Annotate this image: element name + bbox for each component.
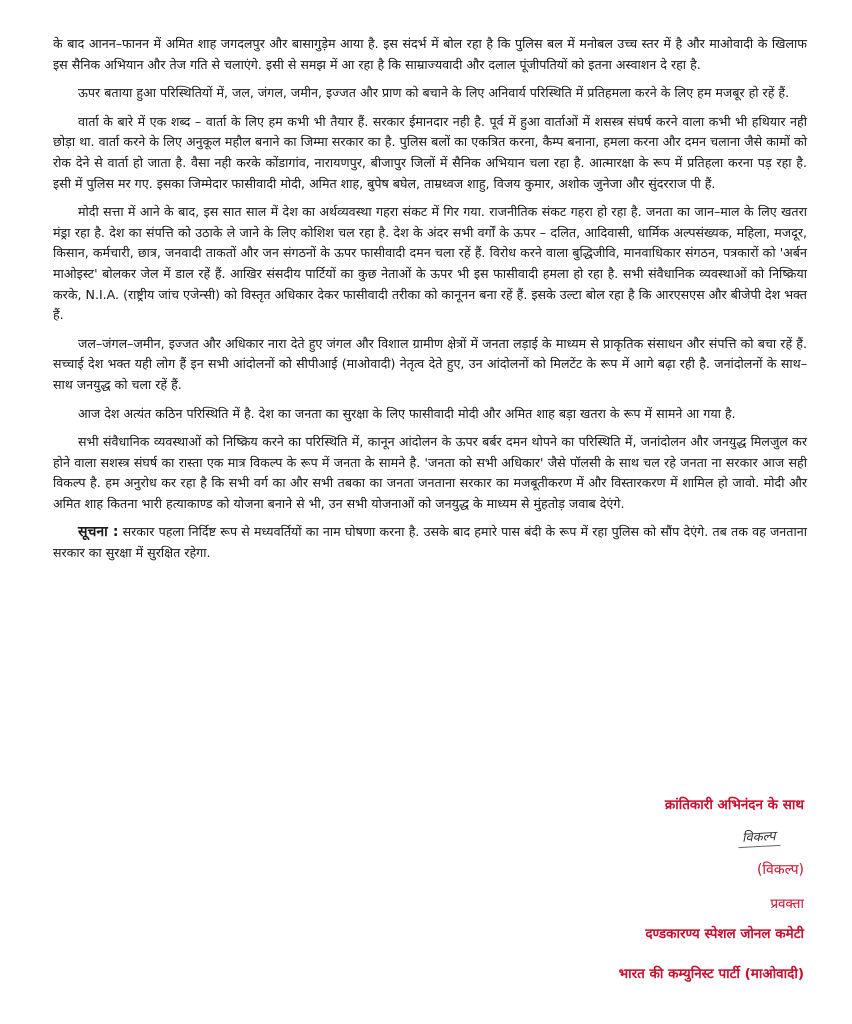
paragraph-7: सभी संवैधानिक व्यवस्थाओं को निष्क्रिय करने का परिस्थिति में, कानून आंदोलन के ऊपर बर्बर दमन थोपने का परिस्थिति में, जनांदोलन और जनयुद्ध मिलजुल कर होने वाला सशस्त्र संघर्ष का रास्ता एक मात्र विकल्प के रूप में जनता के सामने है. 'जनता को सभी अधिकार' जैसे पॉलसी के साथ चल रहे जनता ना सरकार आज सही विकल्प है. हम अनुरोध कर रहा है कि सभी वर्ग का और सभी तबका का जनता जनताना सरकार का मजबूतीकरण में और विस्तारकरण में शामिल हो जावो. मोदी और अमित शाह कितना भारी हत्याकाण्ड को योजना बनाने से भी, उन सभी योजनाओं को जनयुद्ध के माध्यम से मुंहतोड़ जवाब देएंगे. [53,434,807,511]
notice-text: सरकार पहला निर्दिष्ट रूप से मध्यवर्तियों का नाम घोषणा करना है. उसके बाद हमारे पास बंदी के रूप में रहा पुलिस को सौंप देएंगे. तब तक वह जनताना सरकार का सुरक्षा में सुरक्षित रहेगा. [53,524,807,561]
party-name: भारत की कम्युनिस्ट पार्टी (माओवादी) [618,966,804,982]
paragraph-3: वार्ता के बारे में एक शब्द – वार्ता के लिए हम कभी भी तैयार हैं. सरकार ईमानदार नही है. पूर्व में हुआ वार्ताओं में शसस्त्र संघर्ष करने वाला कभी भी हथियार नही छोड़ा था. वार्ता करने के लिए अनुकूल महौल बनाने का जिम्मा सरकार का है. पुलिस बलों का एकत्रित करना, कैम्प बनाना, हमला करना और दमन चलाना जैसे कामों को रोक देने से वार्ता हो जाता है. वैसा नही करके कोंडागांव, नारायणपुर, बीजापुर जिलों में सैनिक अभियान चला रहा है. आत्मारक्षा के रूप में प्रतिहला करना पड़ रहा है. इसी में पुलिस मर गए. इसका जिम्मेदार फासीवादी मोदी, अमित शाह, बुपेष बघेल, ताम्रध्वज शाहु, विजय कुमार, अशोक जुनेजा और सुंदरराज पी हैं. [53,113,807,191]
handwritten-signature: विकल्प [738,826,781,848]
paragraph-2: ऊपर बताया हुआ परिस्थितियों में, जल, जंगल, जमीन, इज्जत और प्राण को बचाने के लिए अनिवार्य परिस्थिति में प्रतिहमला करने के लिए हम मजबूर हो रहें हैं. [78,85,790,101]
closing-block [484,795,804,985]
committee-name: दण्डकारण्य स्पेशल जोनल कमेटी [645,926,804,942]
signatory-name: (विकल्प) [756,862,804,878]
signatory-role: प्रवक्ता [770,896,804,912]
paragraph-4: मोदी सत्ता में आने के बाद, इस सात साल में देश का अर्थव्यवस्था गहरा संकट में गिर गया. राजनीतिक संकट गहरा हो रहा है. जनता का जान–माल के लिए खतरा मंड्रा रहा है. देश का संपत्ति को उठाके ले जाने के लिए कोशिश चल रहा है. देश के अंदर सभी वर्गों के ऊपर – दलित, आदिवासी, धार्मिक अल्पसंख्यक, महिला, मजदूर, किसान, कर्मचारी, छात्र, जनवादी ताकतों और जन संगठनों के ऊपर फासीवादी दमन चला रहें हैं. विरोध करने वाला बुद्धिजीवि, मानवाधिकार संगठन, पत्रकारों को 'अर्बन माओइस्ट' बोलकर जेल में डाल रहें हैं. आखिर संसदीय पार्टियों का कुछ नेताओं के ऊपर भी इस फासीवादी हमला हो रहा है. सभी संवैधानिक व्यवस्थाओं को निष्क्रिया करके, N.I.A. (राष्ट्रीय जांच एजेन्सी) को विस्तृत अधिकार देकर फासीवादी तरीका को कानूनन बना रहें हैं. इसके उल्टा बोल रहा है कि आरएसएस और बीजेपी देश भक्त हैं. [53,204,807,323]
paragraph-5: जल–जंगल–जमीन, इज्जत और अधिकार नारा देते हुए जंगल और विशाल ग्रामीण क्षेत्रों में जनता लड़ाई के माध्यम से प्राकृतिक संसाधन और संपत्ति को बचा रहें हैं. सच्चाई देश भक्त यही लोग हैं इन सभी आंदोलनों को सीपीआई (माओवादी) नेतृत्व देते हुए, उन आंदोलनों को मिलटेंट के रूप में आगे बढ़ा रही है. जनांदोलनों के साथ–साथ जनयुद्ध को चला रहें हैं. [53,335,807,392]
notice-paragraph [53,522,807,563]
document-body [53,34,807,572]
paragraph-1: के बाद आनन–फानन में अमित शाह जगदलपुर और बासागुड़ेम आया है. इस संदर्भ में बोल रहा है कि पुलिस बल में मनोबल उच्च स्तर में है और माओवादी के खिलाफ इस सैनिक अभियान और तेज गति से चलाएंगे. इसी से समझ में आ रहा है कि साम्राज्यवादी और दलाल पूंजीपतियों को इतना अस्वाशन दे रहा है. [53,36,807,72]
paragraph-6: आज देश अत्यंत कठिन परिस्थिति में है. देश का जनता का सुरक्षा के लिए फासीवादी मोदी और अमित शाह बड़ा खतरा के रूप में सामने आ गया है. [78,405,736,421]
closing-salutation: क्रांतिकारी अभिनंदन के साथ [664,797,804,813]
notice-label: सूचना : [78,524,119,541]
